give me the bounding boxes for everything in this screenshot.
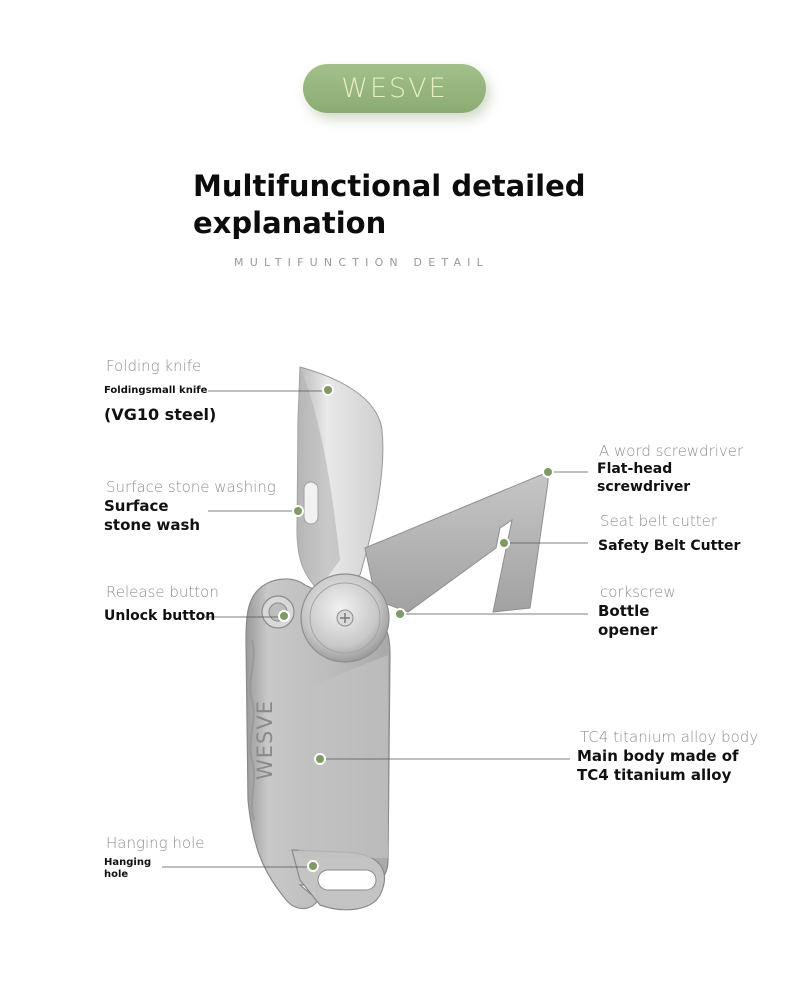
callout-screwdriver-desc-2: screwdriver bbox=[597, 479, 691, 495]
callout-corkscrew-desc-2: opener bbox=[598, 621, 658, 639]
callout-corkscrew-desc-1: Bottle bbox=[598, 602, 650, 620]
callout-belt-cutter-title: Seat belt cutter bbox=[600, 512, 718, 530]
thumb-slot bbox=[304, 482, 318, 524]
hanging-hole-shape bbox=[318, 870, 376, 890]
pivot bbox=[301, 574, 389, 662]
multi-tool-arm bbox=[365, 472, 548, 612]
callout-release-button-desc: Unlock button bbox=[104, 608, 216, 624]
callout-titanium-body-desc-2: TC4 titanium alloy bbox=[577, 766, 732, 784]
callout-stone-wash-title: Surface stone washing bbox=[106, 478, 276, 496]
callout-folding-knife-title: Folding knife bbox=[106, 357, 202, 375]
callout-folding-knife-desc-1: Foldingsmall knife bbox=[104, 385, 208, 396]
callout-belt-cutter-desc: Safety Belt Cutter bbox=[598, 538, 741, 554]
callout-screwdriver-title: A word screwdriver bbox=[599, 442, 744, 460]
callout-hanging-hole-desc-1: Hanging bbox=[104, 857, 152, 868]
callout-titanium-body-desc-1: Main body made of bbox=[577, 747, 739, 765]
callout-stone-wash-desc-2: stone wash bbox=[104, 516, 201, 534]
release-button-shape bbox=[262, 596, 294, 628]
brand-logo: WESVE bbox=[341, 73, 448, 104]
title-line-1: Multifunctional detailed bbox=[193, 169, 586, 203]
callout-titanium-body-title: TC4 titanium alloy body bbox=[580, 728, 759, 746]
callout-hanging-hole-title: Hanging hole bbox=[106, 834, 205, 852]
page-subtitle: MULTIFUNCTION DETAIL bbox=[234, 256, 489, 269]
title-line-2: explanation bbox=[193, 206, 387, 240]
handle-logo: WESVE bbox=[253, 700, 277, 780]
callout-release-button-title: Release button bbox=[106, 583, 219, 601]
callout-screwdriver-desc-1: Flat-head bbox=[597, 461, 673, 477]
callout-stone-wash-desc-1: Surface bbox=[104, 497, 169, 515]
callout-corkscrew-title: corkscrew bbox=[600, 583, 676, 601]
callout-hanging-hole-desc-2: hole bbox=[104, 869, 129, 880]
callout-folding-knife-desc-2: (VG10 steel) bbox=[104, 405, 217, 424]
